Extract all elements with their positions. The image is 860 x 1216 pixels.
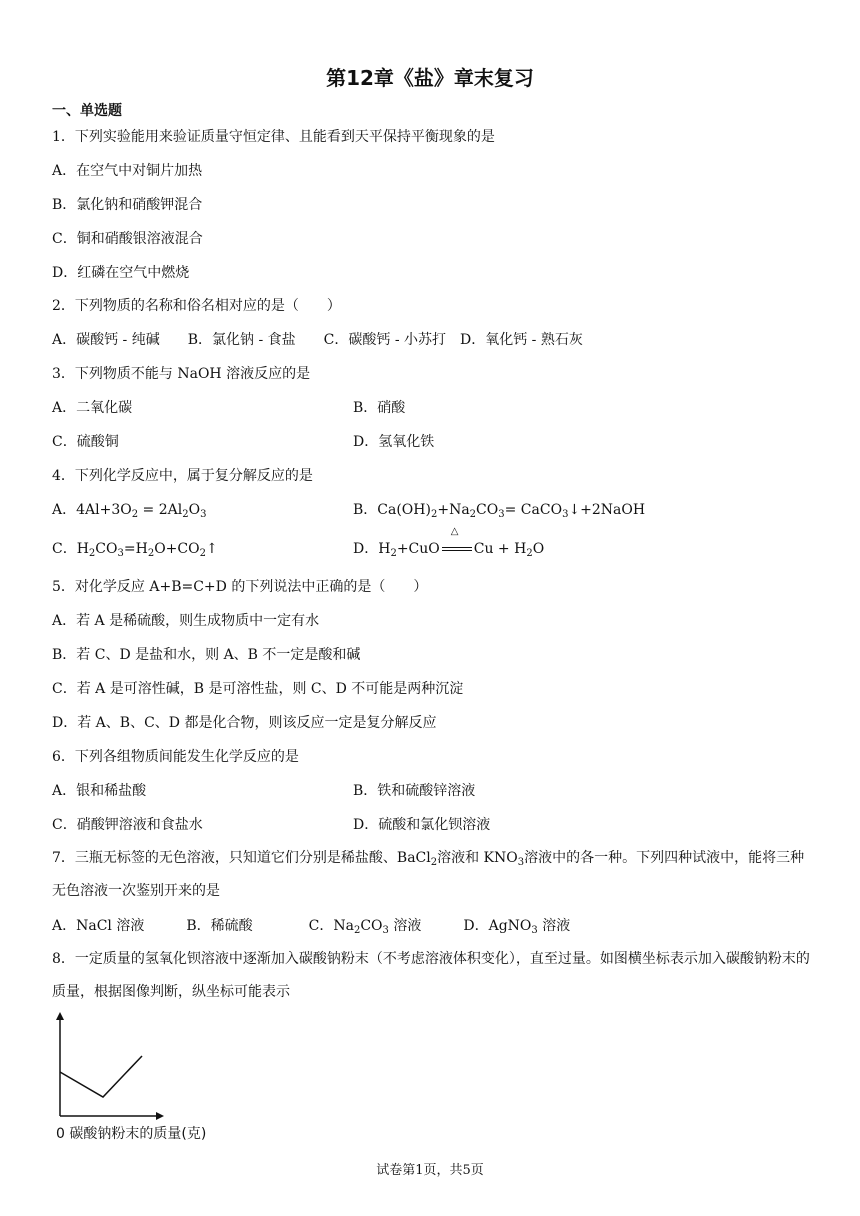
q5-option-b: B．若 C、D 是盐和水，则 A、B 不一定是酸和碱 (52, 647, 361, 663)
q1-stem: 1．下列实验能用来验证质量守恒定律、且能看到天平保持平衡现象的是 (52, 129, 495, 145)
q6-option-b: B．铁和硫酸锌溶液 (353, 783, 476, 799)
heat-condition-sign: △ (440, 539, 474, 559)
q1-option-b: B．氯化钠和硝酸钾混合 (52, 197, 203, 213)
q3-option-d: D．氢氧化铁 (353, 434, 435, 450)
q4-option-b: B．$Ca(OH)_2+Na_2CO_3=$ CaCO$_3$↓+2NaOH (353, 502, 646, 520)
q5-option-d: D．若 A、B、C、D 都是化合物，则该反应一定是复分解反应 (52, 715, 437, 731)
q4-option-c: C．$H_2CO_3=H_2O+CO_2↑$ (52, 541, 218, 559)
page-footer: 试卷第1页，共5页 (376, 1163, 484, 1178)
page-title: 第12章《盐》章末复习 (326, 66, 534, 90)
q3-stem: 3．下列物质不能与 NaOH 溶液反应的是 (52, 366, 311, 382)
q5-stem: 5．对化学反应 A+B=C+D 的下列说法中正确的是（ ） (52, 579, 428, 595)
q1-option-d: D．红磷在空气中燃烧 (52, 265, 190, 281)
q3-option-c: C．硫酸铜 (52, 434, 119, 450)
q6-stem: 6．下列各组物质间能发生化学反应的是 (52, 749, 299, 765)
q4-option-a: A．$4Al+3O_2 = 2Al_2O_3$ (52, 502, 207, 520)
q4-option-d: D．$H_2+CuO$ △ $Cu + H_2O$ (353, 526, 545, 559)
q6-option-a: A．银和稀盐酸 (52, 783, 147, 799)
graph-x-arrow (156, 1112, 164, 1120)
q3-option-a: A．二氧化碳 (52, 400, 133, 416)
q6-option-d: D．硫酸和氯化钡溶液 (353, 817, 491, 833)
section-heading: 一、单选题 (52, 103, 122, 119)
graph-x-label: 0 碳酸钠粉末的质量(克) (56, 1126, 207, 1142)
graph-curve (60, 1056, 142, 1097)
q8-graph (40, 1010, 170, 1122)
q2-options: A．碳酸钙 - 纯碱 B．氯化钠 - 食盐 C．碳酸钙 - 小苏打 D．氧化钙 - 熟石灰 (52, 332, 583, 348)
q5-option-c: C．若 A 是可溶性碱，B 是可溶性盐，则 C、D 不可能是两种沉淀 (52, 681, 464, 697)
graph-y-arrow (56, 1012, 64, 1020)
q7-options: A．NaCl 溶液 B．稀硫酸 C．$Na_2CO_3$ 溶液 D．AgNO$_3$ 溶液 (52, 918, 571, 936)
q7-stem: 7．三瓶无标签的无色溶液，只知道它们分别是稀盐酸、BaCl$_2$溶液和 $KNO_3$溶液中的各一种。下列四种试液中，能将三种无色溶液一次鉴别开来的是 (52, 850, 805, 899)
q8-stem: 8．一定质量的氢氧化钡溶液中逐渐加入碳酸钠粉末（不考虑溶液体积变化），直至过量。如图横坐标表示加入碳酸钠粉末的质量，根据图像判断，纵坐标可能表示 (52, 951, 810, 1000)
q1-option-c: C．铜和硝酸银溶液混合 (52, 231, 203, 247)
q6-option-c: C．硝酸钾溶液和食盐水 (52, 817, 203, 833)
q5-option-a: A．若 A 是稀硫酸，则生成物质中一定有水 (52, 613, 320, 629)
q1-option-a: A．在空气中对铜片加热 (52, 163, 203, 179)
q2-stem: 2．下列物质的名称和俗名相对应的是（ ） (52, 298, 341, 314)
q4-stem: 4．下列化学反应中，属于复分解反应的是 (52, 468, 313, 484)
q3-option-b: B．硝酸 (353, 400, 406, 416)
